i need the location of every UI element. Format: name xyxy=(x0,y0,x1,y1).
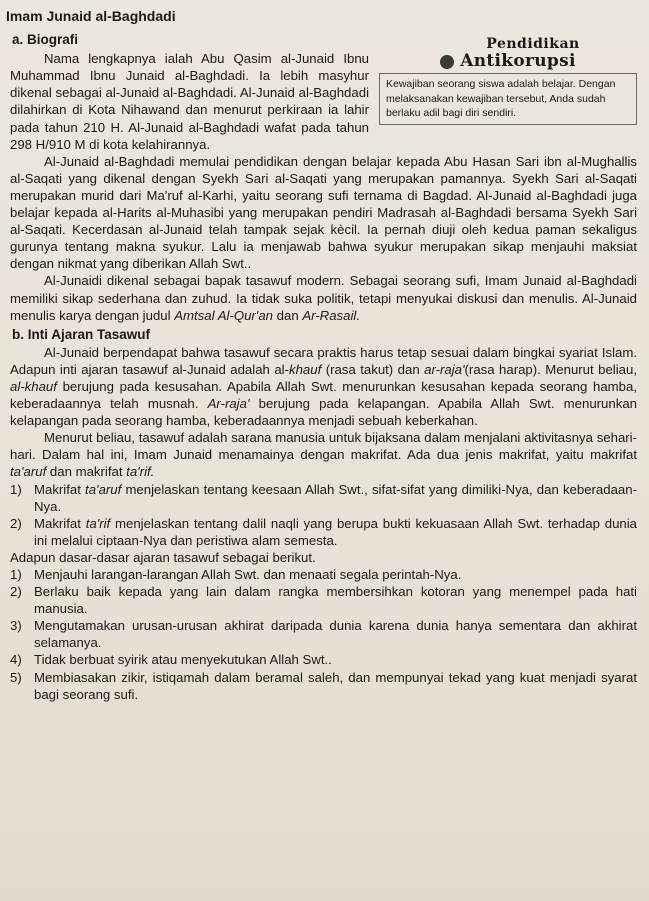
section-a-heading: a. Biografi xyxy=(12,32,79,48)
biography-paragraph-2: Al-Junaid al-Baghdadi memulai pendidikan dengan belajar kepada Abu Hasan Sari ibn al-Mughallis al-Saqati yang dikenal dengan Syekh Sari al-Saqati yang merupakan pamannya. Syekh Sari al-Saqati merupakan murid dari Ma'ruf al-Karhi, yaitu seorang sufi ternama di Bagdad. Al-Junaid al-Baghdadi juga belajar kepada al-Harits al-Muhasibi yang merupakan pendiri Madrasah al-Baghdadi bersama Syekh Sari al-Saqati. Kecerdasan al-Junaid telah tampak sejak kècil. Ia pernah diuji oleh kedua paman sekaligus gurunya tentang makna syukur. Lalu ia menjawab bahwa syukur merupakan sikap menjauhi maksiat dengan nikmat yang diberikan Allah Swt.. xyxy=(10,153,637,272)
basis-intro: Adapun dasar-dasar ajaran tasawuf sebagai berikut. xyxy=(10,549,316,565)
page-title: Imam Junaid al-Baghdadi xyxy=(6,8,176,24)
list-item: 5) Membiasakan zikir, istiqamah dalam beramal saleh, dan mempunyai tekad yang kuat menjadi syarat bagi seorang sufi. xyxy=(10,669,637,702)
makrifat-list xyxy=(6,481,637,549)
education-icon xyxy=(440,55,454,69)
list-item: 1) Menjauhi larangan-larangan Allah Swt. dan menaati segala perintah-Nya. xyxy=(10,567,462,582)
list-item: 3) Mengutamakan urusan-urusan akhirat daripada dunia karena dunia hanya sementara dan akhirat selamanya. xyxy=(10,618,637,651)
box-text: Kewajiban seorang siswa adalah belajar. Dengan melaksanakan kewajiban tersebut, Anda sudah berlaku adil bagi diri sendiri. xyxy=(379,73,637,125)
teaching-paragraph-1: Al-Junaid berpendapat bahwa tasawuf secara praktis harus tetap sesuai dalam bingkai syariat Islam. Adapun inti ajaran tasawuf al-Junaid adalah al-khauf (rasa takut) dan ar-raja'(rasa harap). Menurut beliau, al-khauf berujung pada kesusahan. Apabila Allah Swt. menurunkan kesusahan kepada seorang hamba, keberadaannya telah musnah. Ar-raja' berujung pada kelapangan. Apabila Allah Swt. menurunkan kelapangan pada seorang hamba, keberadaannya menjadi sebuah keberkahan. xyxy=(10,344,637,429)
list-item: 1) Makrifat ta'aruf menjelaskan tentang keesaan Allah Swt., sifat-sifat yang dimiliki-Nya, dan keberadaan-Nya. xyxy=(10,481,637,514)
list-item: 2) Berlaku baik kepada yang lain dalam rangka membersihkan kotoran yang menempel pada hati manusia. xyxy=(10,584,637,617)
biography-paragraph-1: Nama lengkapnya ialah Abu Qasim al-Junaid Ibnu Muhammad Ibnu Junaid al-Baghdadi. Ia lebih masyhur dikenal sebagai al-Junaid al-Baghdadi. Al-Junaid al-Baghdadi dilahirkan di Kota Nihawand dan menurut perkiraan ia lahir pada tahun 210 H. Al-Junaid al-Baghdadi wafat pada tahun 298 H/910 M di kota kelahirannya. xyxy=(10,51,369,152)
section-b-heading: b. Inti Ajaran Tasawuf xyxy=(12,326,151,342)
box-top-label: Pendidikan xyxy=(486,36,580,53)
biography-paragraph-3: Al-Junaidi dikenal sebagai bapak tasawuf modern. Sebagai seorang sufi, Imam Junaid al-Baghdadi memiliki sikap sederhana dan zuhud. Ia tidak suka politik, tetapi menyukai diskusi dan menulis. Al-Junaid menulis karya dengan judul Amtsal Al-Qur'an dan Ar-Rasail. xyxy=(10,273,637,323)
box-main-label: Antikorupsi xyxy=(460,51,576,72)
teaching-paragraph-2: Menurut beliau, tasawuf adalah sarana manusia untuk bijaksana dalam menjalani aktivitasnya sehari-hari. Dalam hal ini, Imam Junaid menamainya dengan makrifat. Ada dua jenis makrifat, yaitu makrifat ta'aruf dan makrifat ta'rif. xyxy=(10,430,637,480)
anticorruption-box xyxy=(379,36,637,125)
list-item: 2) Makrifat ta'rif menjelaskan tentang dalil naqli yang berupa bukti kekuasaan Allah Swt. terhadap dunia ini melalui ciptaan-Nya dan peristiwa alam semesta. xyxy=(10,515,638,548)
basis-list xyxy=(6,566,637,703)
list-item: 4) Tidak berbuat syirik atau menyekutukan Allah Swt.. xyxy=(10,652,332,668)
box-header xyxy=(379,36,637,70)
